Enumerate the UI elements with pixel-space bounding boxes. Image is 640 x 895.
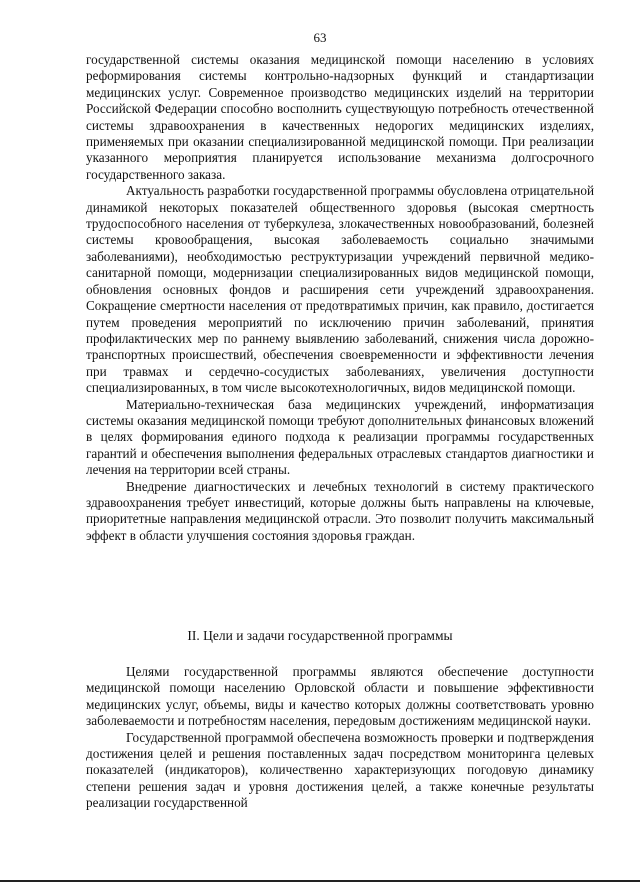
body-text-bottom — [86, 664, 594, 812]
paragraph: государственной системы оказания медицинской помощи населению в условиях реформирования системы контрольно-надзорных функций и стандартизации медицинских услуг. Современное производство медицинских изделий на территории Российской Федерации способно восполнить существующую потребность отечественной системы здравоохранения в качественных недорогих медицинских изделиях, применяемых при оказании специализированной медицинской помощи. При реализации указанного мероприятия планируется использование механизма долгосрочного государственного заказа. — [86, 52, 594, 182]
paragraph: Актуальность разработки государственной программы обусловлена отрицательной динамикой некоторых показателей общественного здоровья (высокая смертность трудоспособного населения от туберкулеза, злокачественных новообразований, болезней системы кровообращения, высокая заболеваемость социально значимыми заболеваниями), необходимостью реструктуризации учреждений первичной медико-санитарной помощи, модернизации специализированных видов медицинской помощи, обновления основных фондов и расширения сети учреждений здравоохранения. Сокращение смертности населения от предотвратимых причин, как правило, достигается путем проведения мероприятий по исключению причин заболеваний, принятия профилактических мер по раннему выявлению заболеваний, снижения числа дорожно-транспортных происшествий, обеспечения своевременности и эффективности лечения при травмах и сердечно-сосудистых заболеваниях, увеличения доступности специализированных, в том числе высокотехнологичных, видов медицинской помощи. — [86, 183, 594, 396]
page-number: 63 — [313, 30, 327, 45]
bottom-rule — [0, 880, 640, 882]
paragraph: Материально-техническая база медицинских учреждений, информатизация системы оказания медицинской помощи требуют дополнительных финансовых вложений в целях формирования единого подхода к реализации программы государственных гарантий и обеспечения выполнения федеральных отраслевых стандартов диагностики и лечения на территории всей страны. — [86, 396, 594, 478]
paragraph: Внедрение диагностических и лечебных технологий в систему практического здравоохранения требует инвестиций, которые должны быть направлены на ключевые, приоритетные направления медицинской отрасли. Это позволит получить максимальный эффект в области улучшения состояния здоровья граждан. — [86, 478, 594, 543]
paragraph: Целями государственной программы являются обеспечение доступности медицинской помощи населению Орловской области и повышение эффективности медицинских услуг, объемы, виды и качество которых должны соответствовать уровню заболеваемости и потребностям населения, передовым достижениям медицинской науки. — [86, 664, 594, 729]
paragraph: Государственной программой обеспечена возможность проверки и подтверждения достижения целей и решения поставленных задач посредством мониторинга целевых показателей (индикаторов), количественно характеризующих погодовую динамику степени решения задач и уровня достижения целей, а также конечные результаты реализации государственной — [86, 729, 594, 811]
section-heading: II. Цели и задачи государственной программы — [187, 628, 453, 643]
body-text-top — [86, 52, 594, 544]
